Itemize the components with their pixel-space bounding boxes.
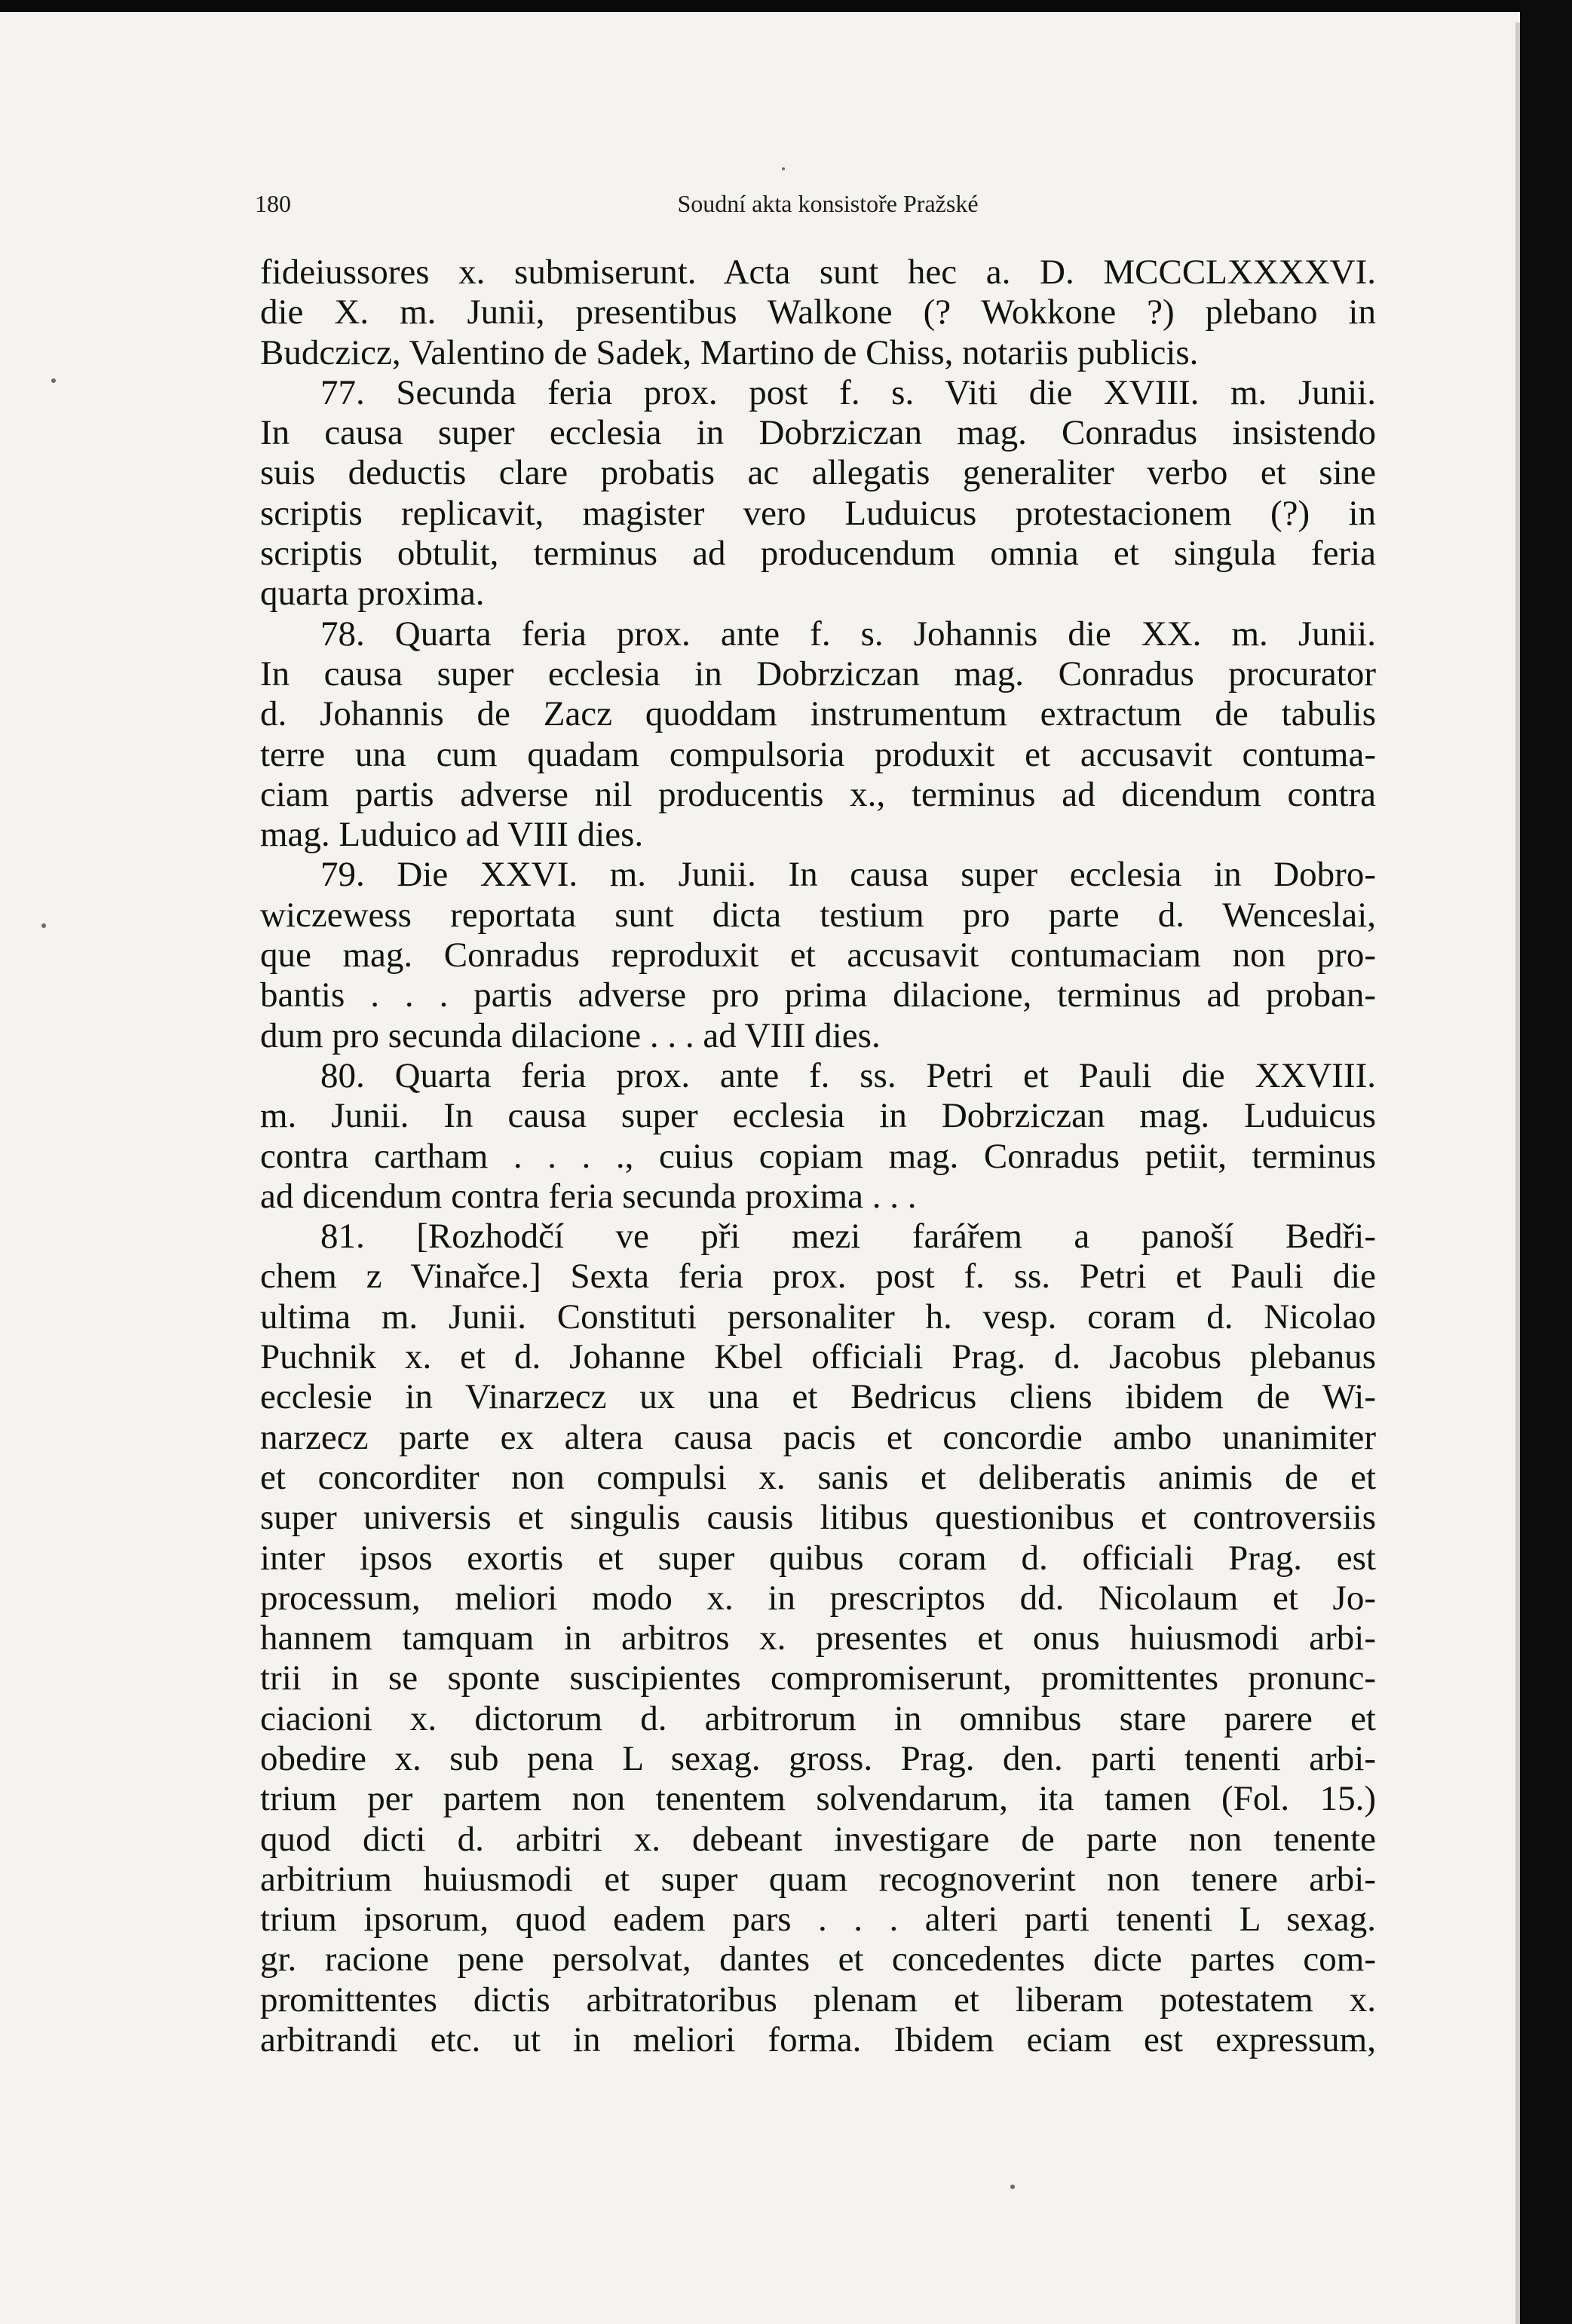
text-line: obedire x. sub pena L sexag. gross. Prag. den. parti tenenti arbi- xyxy=(260,1738,1376,1778)
text-line: fideiussores x. submiserunt. Acta sunt hec a. D. MCCCLXXXXVI. xyxy=(260,253,1376,292)
paragraph-81-start: 81. [Rozhodčí ve při mezi farářem a panoší Bedři- xyxy=(320,1217,1376,1257)
page-header xyxy=(255,190,1401,228)
page-number: 180 xyxy=(255,190,291,217)
text-line: dum pro secunda dilacione . . . ad VIII dies. xyxy=(260,1015,881,1055)
text-line: d. Johannis de Zacz quoddam instrumentum extractum de tabulis xyxy=(260,694,1376,734)
page-edge-shadow xyxy=(1515,23,1520,2324)
text-line: quod dicti d. arbitri x. debeant investigare de parte non tenente xyxy=(260,1819,1376,1859)
text-line: In causa super ecclesia in Dobrziczan mag. Conradus procurator xyxy=(260,654,1376,694)
text-line: scriptis obtulit, terminus ad producendum omnia et singula feria xyxy=(260,534,1376,574)
text-line: In causa super ecclesia in Dobrziczan mag. Conradus insistendo xyxy=(260,413,1376,453)
text-line: chem z Vinařce.] Sexta feria prox. post f. ss. Petri et Pauli die xyxy=(260,1257,1376,1297)
scan-speck xyxy=(51,378,56,383)
text-line: trium per partem non tenentem solvendarum, ita tamen (Fol. 15.) xyxy=(260,1779,1376,1819)
text-line: terre una cum quadam compulsoria produxit et accusavit contuma- xyxy=(260,734,1376,774)
text-line: processum, meliori modo x. in prescriptos dd. Nicolaum et Jo- xyxy=(260,1578,1376,1618)
text-line: Puchnik x. et d. Johanne Kbel officiali Prag. d. Jacobus plebanus xyxy=(260,1337,1376,1377)
running-title: Soudní akta konsistoře Pražské xyxy=(677,190,979,217)
text-line: scriptis replicavit, magister vero Luduicus protestacionem (?) in xyxy=(260,493,1376,533)
text-line: arbitrandi etc. ut in meliori forma. Ibidem eciam est expressum, xyxy=(260,2020,1376,2060)
text-line: bantis . . . partis adverse pro prima dilacione, terminus ad proban- xyxy=(260,975,1376,1015)
text-line: contra cartham . . . ., cuius copiam mag. Conradus petiit, terminus xyxy=(260,1136,1376,1176)
text-line: ad dicendum contra feria secunda proxima . . . xyxy=(260,1176,917,1216)
text-line: super universis et singulis causis litibus questionibus et controversiis xyxy=(260,1498,1376,1538)
text-line: Budczicz, Valentino de Sadek, Martino de Chiss, notariis publicis. xyxy=(260,332,1199,372)
text-line: trium ipsorum, quod eadem pars . . . alteri parti tenenti L sexag. xyxy=(260,1900,1376,1940)
text-line: ecclesie in Vinarzecz ux una et Bedricus cliens ibidem de Wi- xyxy=(260,1377,1376,1417)
text-line: promittentes dictis arbitratoribus plenam et liberam potestatem x. xyxy=(260,1980,1376,2019)
text-line: gr. racione pene persolvat, dantes et concedentes dicte partes com- xyxy=(260,1940,1376,1980)
text-line: quarta proxima. xyxy=(260,574,485,614)
text-line: mag. Luduico ad VIII dies. xyxy=(260,815,644,855)
text-line: ciacioni x. dictorum d. arbitrorum in omnibus stare parere et xyxy=(260,1698,1376,1738)
text-line: que mag. Conradus reproduxit et accusavit contumaciam non pro- xyxy=(260,935,1376,975)
paragraph-79-start: 79. Die XXVI. m. Junii. In causa super ecclesia in Dobro- xyxy=(320,855,1376,895)
text-line: hannem tamquam in arbitros x. presentes et onus huiusmodi arbi- xyxy=(260,1618,1376,1658)
scan-frame-right xyxy=(1520,0,1572,2324)
text-line: trii in se sponte suscipientes compromiserunt, promittentes pronunc- xyxy=(260,1658,1376,1698)
text-line: m. Junii. In causa super ecclesia in Dobrziczan mag. Luduicus xyxy=(260,1096,1376,1136)
text-line: ciam partis adverse nil producentis x., terminus ad dicendum contra xyxy=(260,774,1376,814)
text-line: wiczewess reportata sunt dicta testium pro parte d. Wenceslai, xyxy=(260,895,1376,935)
scan-speck xyxy=(1010,2185,1015,2189)
text-line: narzecz parte ex altera causa pacis et concordie ambo unanimiter xyxy=(260,1417,1376,1457)
paragraph-78-start: 78. Quarta feria prox. ante f. s. Johannis die XX. m. Junii. xyxy=(320,614,1376,654)
scan-speck xyxy=(782,167,785,170)
paragraph-80-start: 80. Quarta feria prox. ante f. ss. Petri et Pauli die XXVIII. xyxy=(320,1055,1376,1095)
text-line: suis deductis clare probatis ac allegatis generaliter verbo et sine xyxy=(260,453,1376,493)
body-text xyxy=(260,253,1376,2060)
text-line: ultima m. Junii. Constituti personaliter h. vesp. coram d. Nicolao xyxy=(260,1297,1376,1337)
text-line: inter ipsos exortis et super quibus coram d. officiali Prag. est xyxy=(260,1538,1376,1578)
paragraph-77-start: 77. Secunda feria prox. post f. s. Viti die XVIII. m. Junii. xyxy=(320,372,1376,412)
text-line: arbitrium huiusmodi et super quam recognoverint non tenere arbi- xyxy=(260,1859,1376,1899)
scan-frame-top xyxy=(0,0,1572,12)
text-line: die X. m. Junii, presentibus Walkone (? Wokkone ?) plebano in xyxy=(260,292,1376,332)
scan-speck xyxy=(41,923,46,928)
text-line: et concorditer non compulsi x. sanis et deliberatis animis de et xyxy=(260,1457,1376,1497)
